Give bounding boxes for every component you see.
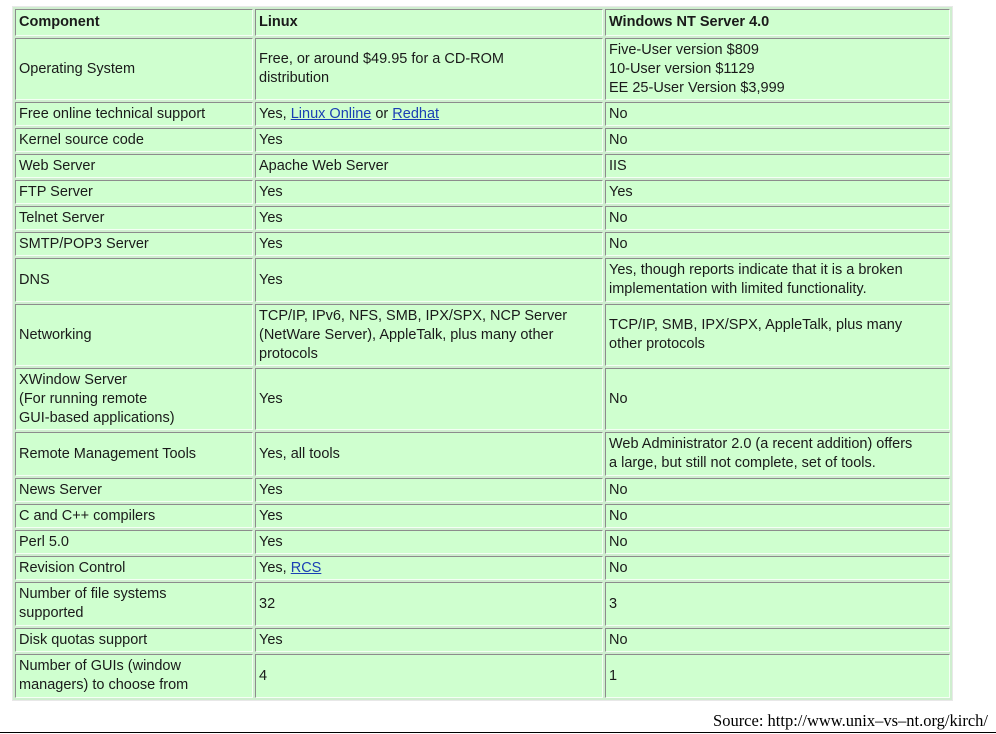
table-row bbox=[15, 232, 950, 256]
cell-linux bbox=[255, 530, 603, 554]
table-row bbox=[15, 368, 950, 430]
cell-component bbox=[15, 432, 253, 476]
cell-linux-line: Yes bbox=[259, 271, 283, 288]
cell-windows bbox=[605, 258, 950, 302]
cell-component bbox=[15, 128, 253, 152]
cell-windows bbox=[605, 432, 950, 476]
cell-linux-line: Yes bbox=[259, 631, 283, 648]
cell-component-line: News Server bbox=[19, 481, 102, 498]
cell-linux-connector: or bbox=[371, 105, 393, 122]
cell-linux bbox=[255, 154, 603, 178]
cell-windows bbox=[605, 530, 950, 554]
cell-windows-line: other protocols bbox=[609, 336, 705, 352]
cell-linux-line: Yes bbox=[259, 481, 283, 498]
cell-component bbox=[15, 232, 253, 256]
cell-windows-line: 10-User version $1129 bbox=[609, 60, 755, 77]
table-row bbox=[15, 654, 950, 698]
cell-linux bbox=[255, 432, 603, 476]
cell-linux bbox=[255, 304, 603, 366]
cell-component bbox=[15, 304, 253, 366]
header-linux: Linux bbox=[255, 9, 603, 36]
cell-linux bbox=[255, 556, 603, 580]
cell-linux bbox=[255, 654, 603, 698]
cell-windows-line: Five-User version $809 bbox=[609, 41, 759, 58]
cell-linux-line: Yes bbox=[259, 131, 283, 148]
cell-component-line: Free online technical support bbox=[19, 105, 206, 122]
cell-linux bbox=[255, 628, 603, 652]
header-component: Component bbox=[15, 9, 253, 36]
table-row bbox=[15, 258, 950, 302]
cell-component-line: FTP Server bbox=[19, 183, 93, 200]
cell-windows-line: No bbox=[609, 105, 628, 122]
cell-windows-line: No bbox=[609, 390, 628, 407]
cell-component-line: Number of file systems bbox=[19, 586, 167, 602]
cell-windows-line: No bbox=[609, 481, 628, 498]
table-row bbox=[15, 530, 950, 554]
cell-component bbox=[15, 478, 253, 502]
cell-linux-line: Yes bbox=[259, 533, 283, 550]
cell-component bbox=[15, 556, 253, 580]
cell-component bbox=[15, 102, 253, 126]
cell-component bbox=[15, 654, 253, 698]
cell-linux bbox=[255, 368, 603, 430]
cell-windows-line: 1 bbox=[609, 667, 618, 684]
cell-linux bbox=[255, 102, 603, 126]
table-row bbox=[15, 102, 950, 126]
cell-linux-line: Yes bbox=[259, 209, 283, 226]
cell-component bbox=[15, 180, 253, 204]
cell-linux bbox=[255, 258, 603, 302]
cell-linux bbox=[255, 180, 603, 204]
cell-linux bbox=[255, 478, 603, 502]
cell-windows bbox=[605, 128, 950, 152]
cell-linux bbox=[255, 582, 603, 626]
table-row bbox=[15, 478, 950, 502]
cell-linux-line: 32 bbox=[259, 595, 276, 612]
cell-component-line: Perl 5.0 bbox=[19, 533, 69, 550]
cell-windows-line: Yes, though reports indicate that it is a broken bbox=[609, 262, 903, 278]
cell-linux-line: 4 bbox=[259, 667, 268, 684]
cell-windows bbox=[605, 654, 950, 698]
cell-windows-line: No bbox=[609, 631, 628, 648]
cell-linux-line: TCP/IP, IPv6, NFS, SMB, IPX/SPX, NCP Server bbox=[259, 307, 568, 324]
source-citation: Source: http://www.unix–vs–nt.org/kirch/ bbox=[713, 711, 988, 730]
cell-windows bbox=[605, 102, 950, 126]
cell-windows bbox=[605, 180, 950, 204]
cell-linux bbox=[255, 504, 603, 528]
cell-windows-line: No bbox=[609, 209, 628, 226]
cell-linux-prefix: Yes, bbox=[259, 105, 291, 122]
cell-component-line: Telnet Server bbox=[19, 209, 105, 226]
cell-windows-line: 3 bbox=[609, 595, 618, 612]
table-row bbox=[15, 504, 950, 528]
cell-component bbox=[15, 582, 253, 626]
cell-component bbox=[15, 206, 253, 230]
cell-windows-line: TCP/IP, SMB, IPX/SPX, AppleTalk, plus many bbox=[609, 317, 903, 333]
cell-component bbox=[15, 258, 253, 302]
cell-windows bbox=[605, 504, 950, 528]
cell-linux-line: Yes, all tools bbox=[259, 445, 340, 462]
cell-windows-line: No bbox=[609, 559, 628, 576]
cell-component bbox=[15, 154, 253, 178]
cell-component-line: Number of GUIs (window bbox=[19, 658, 181, 674]
cell-linux-line: Yes bbox=[259, 390, 283, 407]
cell-linux bbox=[255, 232, 603, 256]
cell-component bbox=[15, 628, 253, 652]
cell-windows-line: No bbox=[609, 235, 628, 252]
cell-linux-line: Yes bbox=[259, 183, 283, 200]
table-row bbox=[15, 128, 950, 152]
cell-component-line: Web Server bbox=[19, 157, 96, 174]
cell-component-line: XWindow Server bbox=[19, 371, 127, 388]
cell-windows bbox=[605, 582, 950, 626]
cell-linux-line: Free, or around $49.95 for a CD-ROM bbox=[259, 51, 504, 67]
cell-linux-line: distribution bbox=[259, 70, 330, 86]
table-row bbox=[15, 180, 950, 204]
cell-component-line: (For running remote bbox=[19, 390, 148, 407]
cell-windows bbox=[605, 232, 950, 256]
cell-windows-line: Yes bbox=[609, 183, 633, 200]
cell-windows bbox=[605, 628, 950, 652]
table-row bbox=[15, 628, 950, 652]
cell-component bbox=[15, 530, 253, 554]
cell-component-line: Disk quotas support bbox=[19, 631, 148, 648]
cell-windows bbox=[605, 368, 950, 430]
table-row bbox=[15, 582, 950, 626]
cell-windows-line: No bbox=[609, 533, 628, 550]
link-redhat[interactable]: Redhat bbox=[392, 105, 440, 122]
bottom-rule bbox=[0, 732, 996, 733]
cell-windows-line: EE 25-User Version $3,999 bbox=[609, 79, 785, 96]
cell-component-line: managers) to choose from bbox=[19, 677, 189, 693]
cell-windows bbox=[605, 154, 950, 178]
cell-component-line: GUI-based applications) bbox=[19, 409, 175, 426]
cell-linux-prefix: Yes, bbox=[259, 559, 291, 576]
cell-component-line: DNS bbox=[19, 271, 50, 288]
cell-linux-line bbox=[259, 559, 599, 578]
cell-component-line: Kernel source code bbox=[19, 131, 144, 148]
cell-component bbox=[15, 368, 253, 430]
cell-windows-line: IIS bbox=[609, 157, 627, 174]
cell-windows-line: a large, but still not complete, set of tools. bbox=[609, 455, 876, 471]
cell-component-line: Revision Control bbox=[19, 559, 126, 576]
cell-component-line: SMTP/POP3 Server bbox=[19, 235, 149, 252]
cell-linux-line: Yes bbox=[259, 235, 283, 252]
link-linux-online[interactable]: Linux Online bbox=[290, 105, 372, 122]
cell-windows-line: Web Administrator 2.0 (a recent addition) offers bbox=[609, 436, 913, 452]
cell-component-line: Remote Management Tools bbox=[19, 445, 197, 462]
cell-linux-line: Yes bbox=[259, 507, 283, 524]
cell-windows-line: implementation with limited functionality. bbox=[609, 281, 867, 297]
cell-windows bbox=[605, 206, 950, 230]
cell-component-line: C and C++ compilers bbox=[19, 507, 156, 524]
table-row bbox=[15, 38, 950, 100]
cell-linux bbox=[255, 128, 603, 152]
header-row bbox=[15, 9, 950, 36]
cell-component-line: Operating System bbox=[19, 60, 136, 77]
cell-linux bbox=[255, 206, 603, 230]
cell-linux-line: protocols bbox=[259, 345, 318, 362]
table-row bbox=[15, 432, 950, 476]
table-row bbox=[15, 304, 950, 366]
cell-component bbox=[15, 504, 253, 528]
table-row bbox=[15, 154, 950, 178]
cell-component-line: Networking bbox=[19, 326, 92, 343]
cell-component bbox=[15, 38, 253, 100]
cell-windows-line: No bbox=[609, 507, 628, 524]
header-windows: Windows NT Server 4.0 bbox=[605, 9, 950, 36]
table-row bbox=[15, 206, 950, 230]
cell-windows bbox=[605, 556, 950, 580]
cell-windows-line: No bbox=[609, 131, 628, 148]
cell-windows bbox=[605, 478, 950, 502]
cell-component-line: supported bbox=[19, 605, 84, 621]
table-body bbox=[15, 38, 950, 698]
cell-linux-line bbox=[259, 105, 599, 124]
cell-linux-line: (NetWare Server), AppleTalk, plus many other bbox=[259, 326, 554, 343]
comparison-table-wrapper bbox=[12, 6, 953, 701]
comparison-table bbox=[13, 7, 952, 700]
cell-linux-line: Apache Web Server bbox=[259, 157, 389, 174]
table-row bbox=[15, 556, 950, 580]
cell-windows bbox=[605, 304, 950, 366]
link-rcs[interactable]: RCS bbox=[290, 559, 322, 576]
cell-linux bbox=[255, 38, 603, 100]
cell-windows bbox=[605, 38, 950, 100]
